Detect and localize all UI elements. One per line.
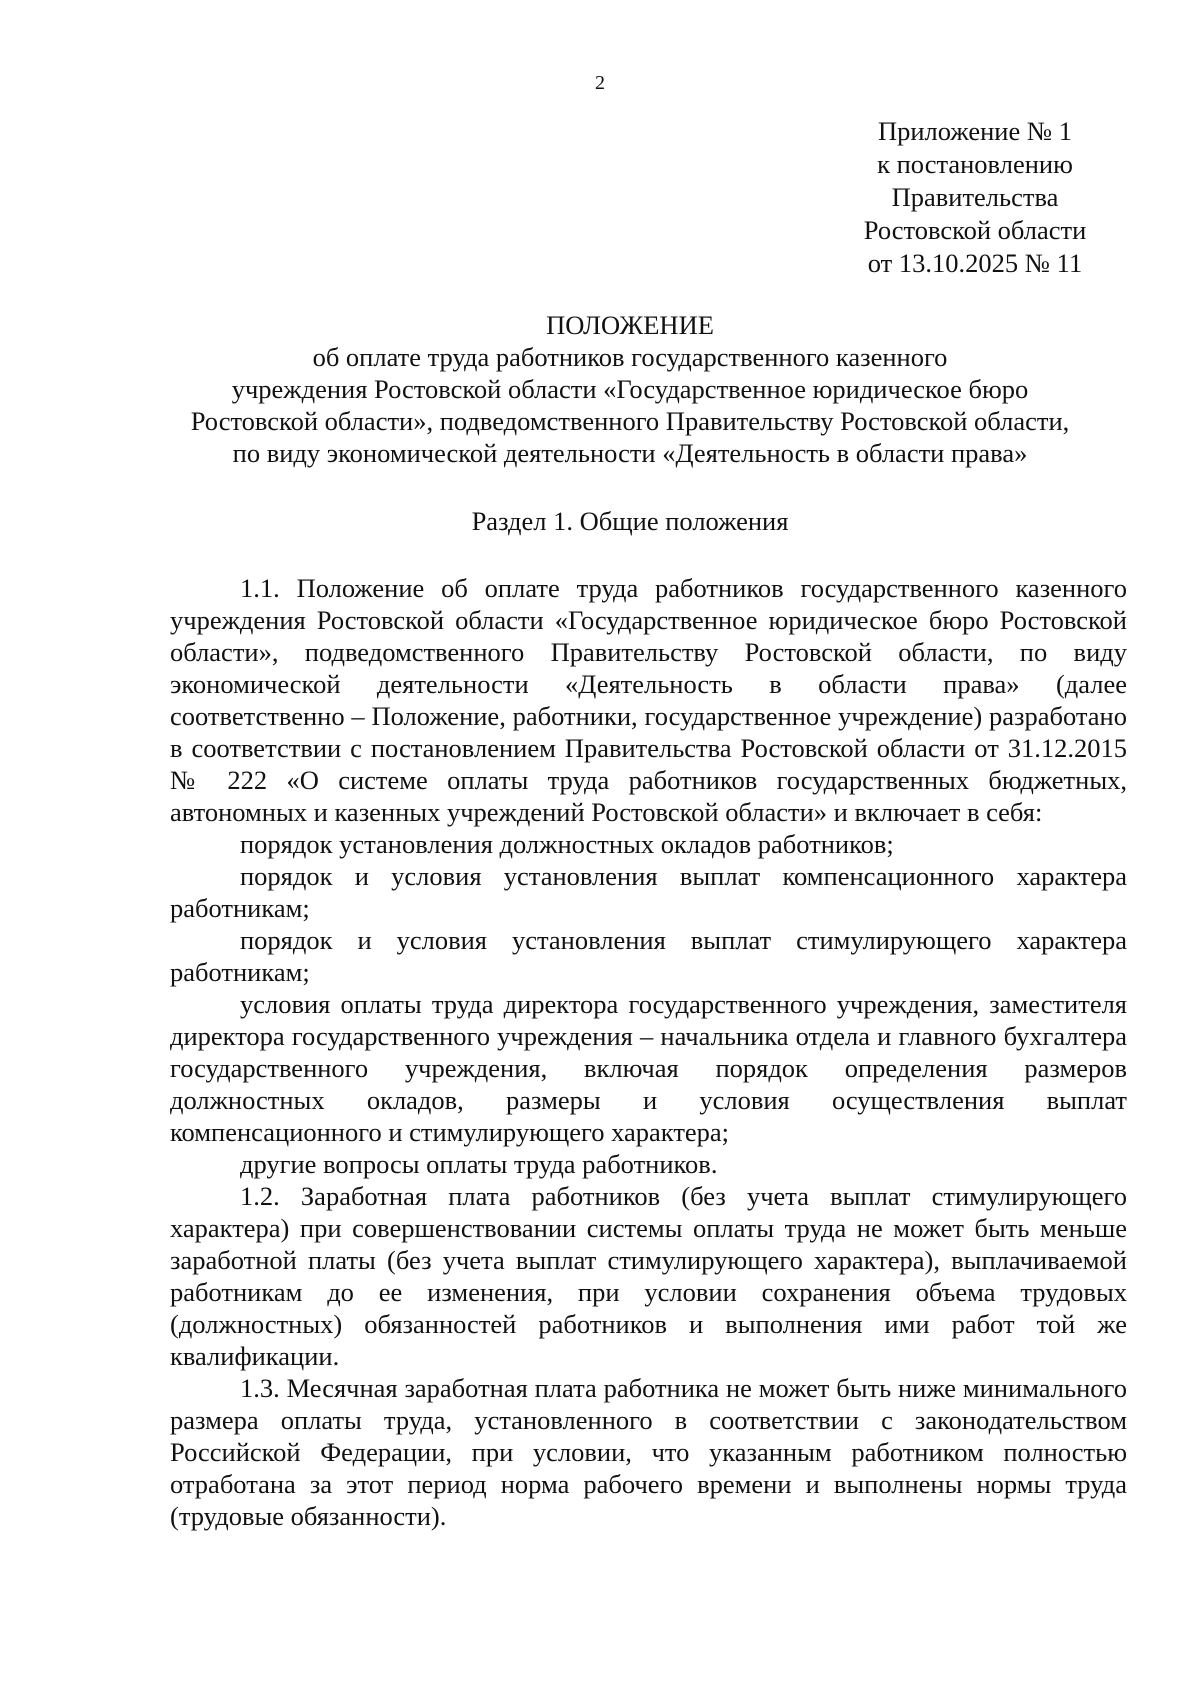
title-line: по виду экономической деятельности «Деятельность в области права» <box>232 438 1028 468</box>
page-number: 2 <box>595 72 605 94</box>
paragraph: порядок установления должностных окладов работников; <box>240 829 894 859</box>
title-line: учреждения Ростовской области «Государственное юридическое бюро <box>231 374 1029 404</box>
paragraph: 1.3. Месячная заработная плата работника не может быть ниже минимального размера оплаты труда, установленного в соответствии с законодательством Российской Федерации, при условии, что указанным работником полностью отработана за этот период норма рабочего времени и выполнены нормы труда (трудовые обязанности). <box>170 1373 1127 1531</box>
title-line: об оплате труда работников государственного казенного <box>312 342 948 372</box>
appendix-line: Приложение № 1 <box>877 116 1072 146</box>
paragraph: 1.2. Заработная плата работников (без учета выплат стимулирующего характера) при совершенствовании системы оплаты труда не может быть меньше заработной платы (без учета выплат стимулирующего характера), выплачиваемой работникам до ее изменения, при условии сохранения объема трудовых (должностных) обязанностей работников и выполнения ими работ той же квалификации. <box>170 1181 1127 1371</box>
appendix-line: к постановлению <box>877 149 1073 179</box>
paragraph: порядок и условия установления выплат компенсационного характера работникам; <box>170 861 1127 923</box>
paragraph: другие вопросы оплаты труда работников. <box>240 1149 718 1179</box>
title-line: Ростовской области», подведомственного Правительству Ростовской области, <box>190 406 1070 436</box>
document-title <box>140 309 1120 469</box>
paragraph: условия оплаты труда директора государственного учреждения, заместителя директора государственного учреждения – начальника отдела и главного бухгалтера государственного учреждения, включая порядок определения размеров должностных окладов, размеры и условия осуществления выплат компенсационного и стимулирующего характера; <box>170 989 1127 1147</box>
appendix-line: Ростовской области <box>863 215 1087 245</box>
paragraph: порядок и условия установления выплат стимулирующего характера работникам; <box>170 925 1127 987</box>
appendix-line: от 13.10.2025 № 11 <box>867 248 1083 278</box>
title-heading: ПОЛОЖЕНИЕ <box>546 310 714 340</box>
appendix-block <box>840 115 1110 280</box>
appendix-line: Правительства <box>891 182 1059 212</box>
section-heading: Раздел 1. Общие положения <box>471 506 789 536</box>
section-body <box>170 572 1127 1532</box>
paragraph: 1.1. Положение об оплате труда работников государственного казенного учреждения Ростовской области «Государственное юридическое бюро Ростовской области», подведомственного Правительству Ростовской области, по виду экономической деятельности «Деятельность в области права» (далее соответственно – Положение, работники, государственное учреждение) разработано в соответствии с постановлением Правительства Ростовской области от 31.12.2015 № 222 «О системе оплаты труда работников государственных бюджетных, автономных и казенных учреждений Ростовской области» и включает в себя: <box>170 573 1127 827</box>
